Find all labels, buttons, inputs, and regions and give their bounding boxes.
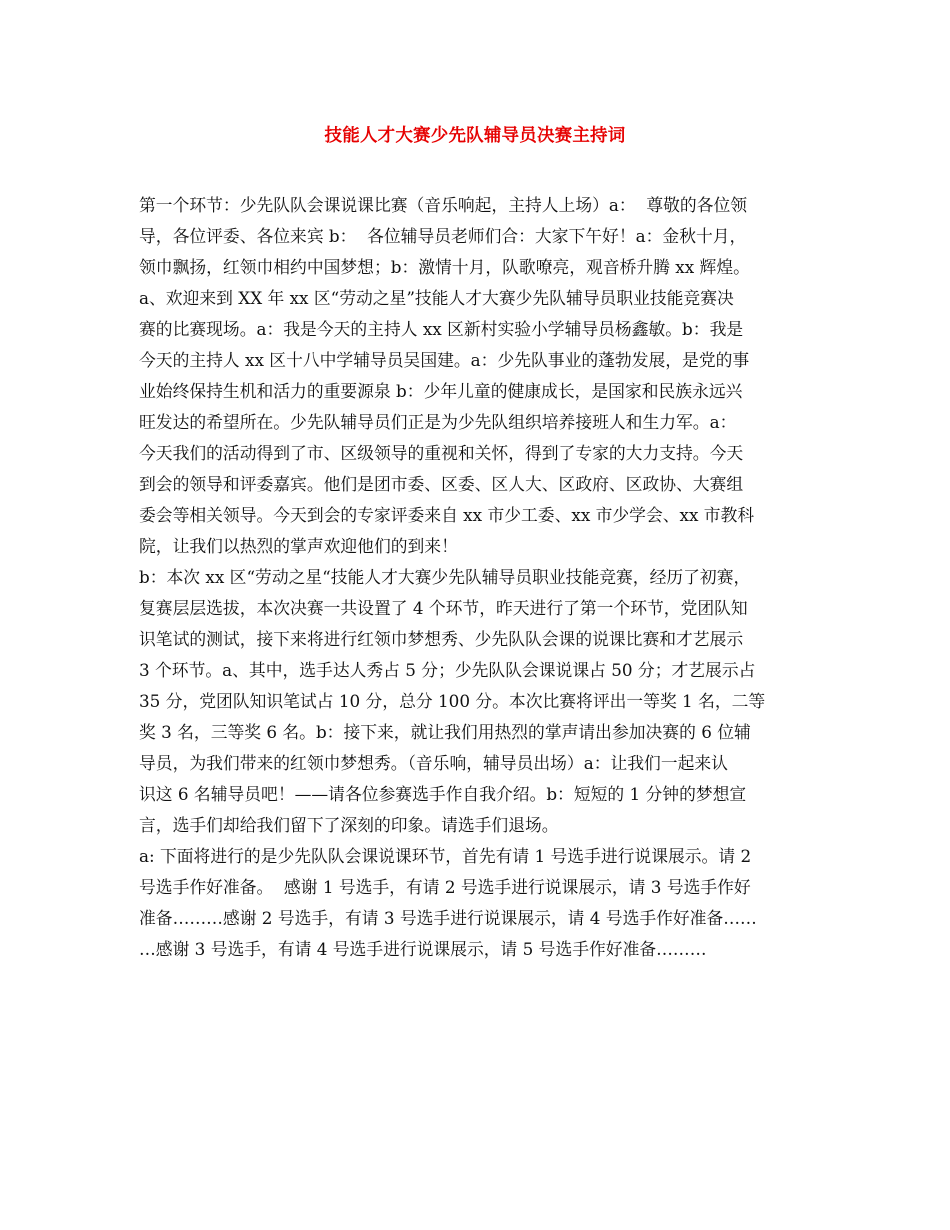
body-text-line: 3 个环节。a、其中，选手达人秀占 5 分；少先队队会课说课占 50 分；才艺展示占 [139, 660, 756, 680]
body-text-line: a: 下面将进行的是少先队队会课说课环节，首先有请 1 号选手进行说课展示。请 2 [139, 846, 752, 866]
body-text-line: 旺发达的希望所在。少先队辅导员们正是为少先队组织培养接班人和生力军。a： [139, 412, 737, 432]
body-text-line: 委会等相关领导。今天到会的专家评委来自 xx 市少工委、xx 市少学会、xx 市教科 [139, 505, 755, 525]
body-text-line: 识笔试的测试，接下来将进行红领巾梦想秀、少先队队会课的说课比赛和才艺展示 [139, 629, 744, 649]
body-text-line: 院，让我们以热烈的掌声欢迎他们的到来！ [139, 536, 458, 556]
document-body [139, 190, 819, 965]
body-text-line: 复赛层层选拔，本次决赛一共设置了 4 个环节，昨天进行了第一个环节，党团队知 [139, 598, 748, 618]
body-text-line: 今天我们的活动得到了市、区级领导的重视和关怀，得到了专家的大力支持。今天 [139, 443, 744, 463]
body-text-line: …感谢 3 号选手，有请 4 号选手进行说课展示，请 5 号选手作好准备……… [139, 939, 707, 959]
document-title: 技能人才大赛少先队辅导员决赛主持词 [324, 126, 626, 146]
body-text-line: 奖 3 名，三等奖 6 名。b：接下来，就让我们用热烈的掌声请出参加决赛的 6 位辅 [139, 722, 751, 742]
body-text-line: 赛的比赛现场。a：我是今天的主持人 xx 区新村实验小学辅导员杨鑫敏。b：我是 [139, 319, 744, 339]
body-text-line: 言，选手们却给我们留下了深刻的印象。请选手们退场。 [139, 815, 559, 835]
body-text-line: 号选手作好准备。 感谢 1 号选手，有请 2 号选手进行说课展示，请 3 号选手作好 [139, 877, 751, 897]
body-text-line: 业始终保持生机和活力的重要源泉 b：少年儿童的健康成长，是国家和民族永远兴 [139, 381, 743, 401]
body-text-line: 第一个环节：少先队队会课说课比赛（音乐响起，主持人上场）a： 尊敬的各位领 [139, 195, 748, 215]
body-text-line: a、欢迎来到 XX 年 xx 区“劳动之星”技能人才大赛少先队辅导员职业技能竞赛决 [139, 288, 734, 308]
body-text-line: 识这 6 名辅导员吧！——请各位参赛选手作自我介绍。b：短短的 1 分钟的梦想宣 [139, 784, 747, 804]
body-text-line: 35 分，党团队知识笔试占 10 分，总分 100 分。本次比赛将评出一等奖 1 名，二等 [139, 691, 766, 711]
body-text-line: 准备………感谢 2 号选手，有请 3 号选手进行说课展示，请 4 号选手作好准备…… [139, 908, 757, 928]
body-text-line: 今天的主持人 xx 区十八中学辅导员吴国建。a：少先队事业的蓬勃发展，是党的事 [139, 350, 750, 370]
body-text-line: 导员，为我们带来的红领巾梦想秀。（音乐响，辅导员出场）a：让我们一起来认 [139, 753, 728, 773]
body-text-line: 导，各位评委、各位来宾 b： 各位辅导员老师们合：大家下午好！a：金秋十月， [139, 226, 747, 246]
body-text-line: b：本次 xx 区“劳动之星“技能人才大赛少先队辅导员职业技能竞赛，经历了初赛， [139, 567, 751, 587]
body-text-line: 领巾飘扬，红领巾相约中国梦想；b：激情十月，队歌嘹亮，观音桥升腾 xx 辉煌。 [139, 257, 750, 277]
body-text-line: 到会的领导和评委嘉宾。他们是团市委、区委、区人大、区政府、区政协、大赛组 [139, 474, 744, 494]
